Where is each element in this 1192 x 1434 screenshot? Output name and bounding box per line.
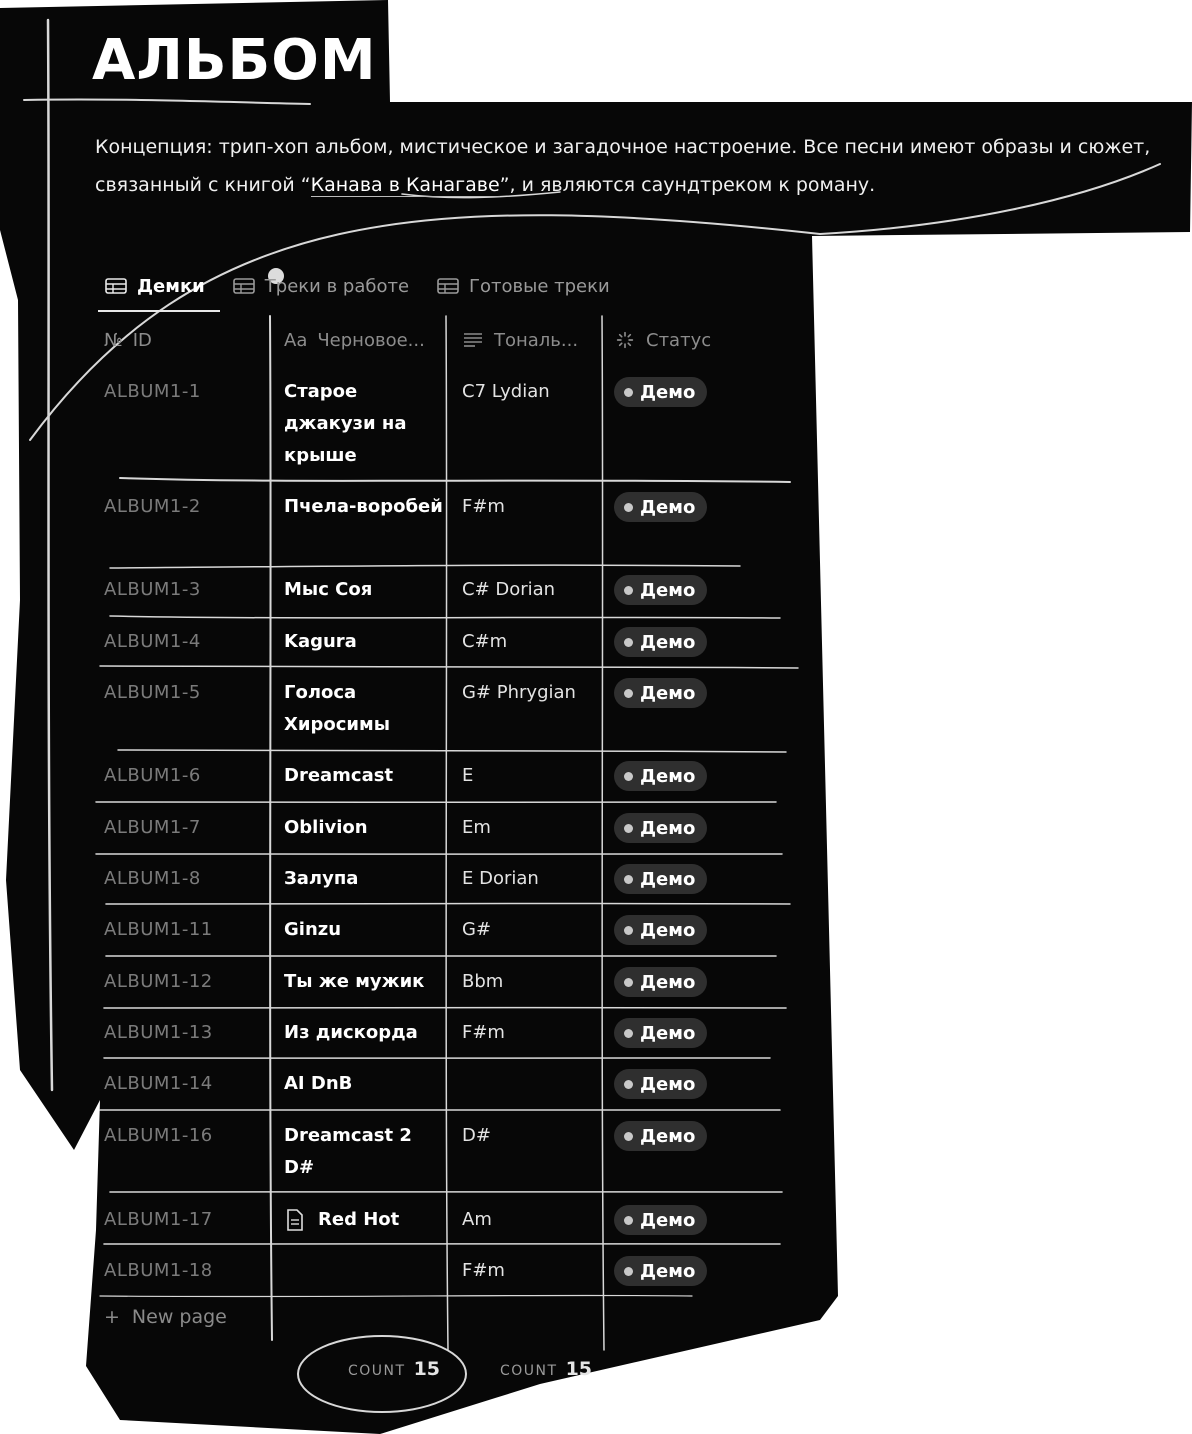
status-dot-icon	[624, 503, 633, 512]
row-key[interactable]: G# Phrygian	[462, 682, 576, 703]
tab-label: Треки в работе	[264, 275, 410, 297]
concept-description	[95, 128, 1175, 204]
count-value: 15	[565, 1358, 593, 1380]
row-id: ALBUM1-18	[104, 1260, 213, 1281]
status-badge[interactable]	[614, 761, 707, 791]
row-id: ALBUM1-8	[104, 868, 201, 889]
row-id: ALBUM1-3	[104, 579, 201, 600]
status-dot-icon	[624, 824, 633, 833]
row-name[interactable]: Ginzu	[284, 919, 342, 940]
tab-label: Демки	[137, 275, 205, 297]
row-id: ALBUM1-6	[104, 765, 201, 786]
row-key[interactable]: Am	[462, 1209, 492, 1230]
table-icon	[437, 278, 459, 294]
count-value: 15	[413, 1358, 441, 1380]
status-label: Демо	[640, 381, 696, 403]
row-key[interactable]: Bbm	[462, 971, 504, 992]
text-lines-icon	[462, 331, 484, 349]
new-page-label: New page	[131, 1306, 227, 1328]
row-id: ALBUM1-1	[104, 381, 201, 402]
status-label: Демо	[640, 868, 696, 890]
status-badge[interactable]	[614, 1121, 707, 1151]
status-label: Демо	[640, 971, 696, 993]
status-dot-icon	[624, 978, 633, 987]
row-name[interactable]: Dreamcast 2 D#	[284, 1125, 412, 1178]
row-id: ALBUM1-17	[104, 1209, 213, 1230]
status-badge[interactable]	[614, 1205, 707, 1235]
row-key[interactable]: D#	[462, 1125, 491, 1146]
status-badge[interactable]	[614, 864, 707, 894]
column-header-name[interactable]	[284, 326, 425, 354]
active-tab-indicator	[98, 310, 220, 312]
status-dot-icon	[624, 1132, 633, 1141]
column-header-status[interactable]	[614, 326, 711, 354]
row-id: ALBUM1-2	[104, 496, 201, 517]
tab-in-progress[interactable]	[233, 270, 409, 302]
row-key[interactable]: C#m	[462, 631, 508, 652]
plus-icon: +	[104, 1306, 120, 1328]
row-key[interactable]: C7 Lydian	[462, 381, 550, 402]
status-label: Демо	[640, 765, 696, 787]
row-name[interactable]: Старое джакузи на крыше	[284, 381, 407, 466]
status-label: Демо	[640, 631, 696, 653]
status-badge[interactable]	[614, 813, 707, 843]
row-id: ALBUM1-5	[104, 682, 201, 703]
row-id: ALBUM1-14	[104, 1073, 213, 1094]
status-badge[interactable]	[614, 678, 707, 708]
book-link[interactable]: Канава в Канагаве	[310, 174, 500, 196]
row-key[interactable]: C# Dorian	[462, 579, 556, 600]
status-dot-icon	[624, 1029, 633, 1038]
row-id: ALBUM1-4	[104, 631, 201, 652]
row-key[interactable]: Em	[462, 817, 491, 838]
status-badge[interactable]	[614, 377, 707, 407]
status-label: Демо	[640, 1073, 696, 1095]
status-label: Демо	[640, 817, 696, 839]
status-badge[interactable]	[614, 967, 707, 997]
tab-label: Готовые треки	[469, 275, 610, 297]
status-dot-icon	[624, 689, 633, 698]
table-icon	[233, 278, 255, 294]
status-dot-icon	[624, 638, 633, 647]
row-name[interactable]: Мыс Соя	[284, 579, 373, 600]
column-header-key[interactable]	[462, 326, 578, 354]
column-label: ID	[132, 329, 152, 351]
status-badge[interactable]	[614, 1069, 707, 1099]
status-dot-icon	[624, 586, 633, 595]
status-dot-icon	[624, 875, 633, 884]
status-label: Демо	[640, 1022, 696, 1044]
page-title: АЛЬБОМ	[92, 28, 377, 93]
column-label: Черновое...	[317, 329, 425, 351]
row-name[interactable]: Пчела-воробей	[284, 496, 443, 517]
row-key[interactable]: F#m	[462, 496, 505, 517]
row-name[interactable]: AI DnB	[284, 1073, 353, 1094]
concept-text-suffix: ”, и являются саундтреком к роману.	[499, 174, 876, 196]
row-name[interactable]: Из дискорда	[284, 1022, 418, 1043]
row-name[interactable]: Oblivion	[284, 817, 368, 838]
row-name[interactable]: Залупа	[284, 868, 359, 889]
status-badge[interactable]	[614, 1256, 707, 1286]
column-label: Тональ...	[494, 329, 579, 351]
status-label: Демо	[640, 682, 696, 704]
status-label: Демо	[640, 1125, 696, 1147]
status-badge[interactable]	[614, 492, 707, 522]
row-name[interactable]: Red Hot	[318, 1209, 400, 1230]
row-name[interactable]: Ты же мужик	[284, 971, 425, 992]
view-tabs	[105, 270, 610, 302]
status-label: Демо	[640, 496, 696, 518]
status-badge[interactable]	[614, 915, 707, 945]
concept-text-prefix: Концепция: трип-хоп альбом, мистическое и загадочное настроение. Все песни имеют образы и сюжет, связанный с книгой “	[95, 136, 1151, 196]
status-label: Демо	[640, 579, 696, 601]
status-label: Демо	[640, 919, 696, 941]
count-key-column[interactable]	[500, 1358, 592, 1380]
row-name[interactable]: Dreamcast	[284, 765, 394, 786]
row-id: ALBUM1-13	[104, 1022, 213, 1043]
tab-demos[interactable]	[105, 270, 205, 302]
row-key[interactable]: G#	[462, 919, 492, 940]
document-icon	[285, 1208, 305, 1232]
status-label: Демо	[640, 1209, 696, 1231]
status-dot-icon	[624, 926, 633, 935]
column-label: Статус	[646, 329, 712, 351]
row-name[interactable]: Kagura	[284, 631, 357, 652]
row-name[interactable]: Голоса Хиросимы	[284, 682, 391, 735]
status-dot-icon	[624, 1216, 633, 1225]
status-dot-icon	[624, 388, 633, 397]
tab-finished[interactable]	[437, 270, 610, 302]
status-dot-icon	[624, 1267, 633, 1276]
column-header-id[interactable]	[104, 326, 152, 354]
row-key[interactable]: F#m	[462, 1260, 505, 1281]
row-id: ALBUM1-7	[104, 817, 201, 838]
status-dot-icon	[624, 1080, 633, 1089]
row-key[interactable]: F#m	[462, 1022, 505, 1043]
number-sign-icon: №	[104, 329, 123, 351]
status-badge[interactable]	[614, 1018, 707, 1048]
status-label: Демо	[640, 1260, 696, 1282]
status-badge[interactable]	[614, 575, 707, 605]
row-id: ALBUM1-11	[104, 919, 213, 940]
count-label: COUNT	[348, 1363, 406, 1379]
status-dot-icon	[624, 772, 633, 781]
count-name-column[interactable]	[348, 1358, 440, 1380]
table-icon	[105, 278, 127, 294]
row-id: ALBUM1-12	[104, 971, 213, 992]
new-page-button[interactable]	[104, 1306, 227, 1328]
count-label: COUNT	[500, 1363, 558, 1379]
status-badge[interactable]	[614, 627, 707, 657]
text-type-icon: Aa	[284, 329, 308, 351]
status-spinner-icon	[614, 331, 636, 349]
row-key[interactable]: E	[462, 765, 474, 786]
row-id: ALBUM1-16	[104, 1125, 213, 1146]
row-key[interactable]: E Dorian	[462, 868, 539, 889]
